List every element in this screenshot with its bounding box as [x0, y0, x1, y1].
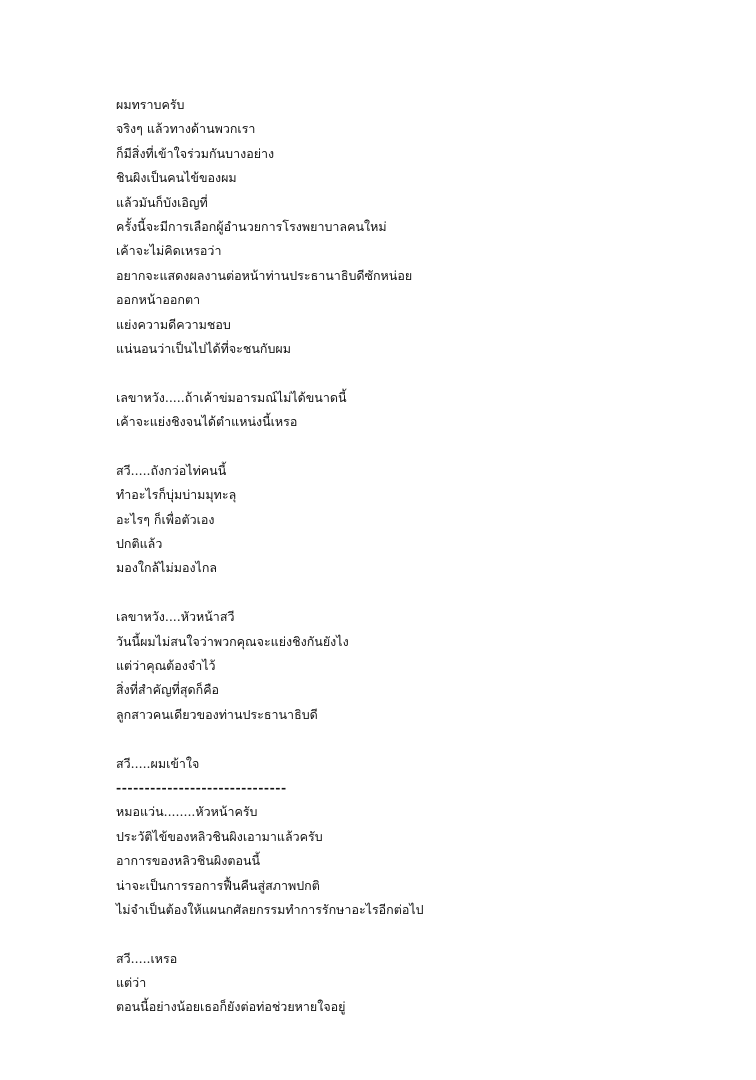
text-line: น่าจะเป็นการรอการฟื้นคืนสู่สภาพปกติ	[116, 877, 320, 893]
text-line: เค้าจะแย่งชิงจนได้ตำแหน่งนี้เหรอ	[116, 414, 298, 430]
text-line: แต่ว่าคุณต้องจำไว้	[116, 657, 216, 673]
text-line: สวี.....เหรอ	[116, 950, 178, 966]
text-line: ประวัติไข้ของหลิวชินผิงเอามาแล้วครับ	[116, 828, 323, 844]
text-line: ออกหน้าออกตา	[116, 292, 201, 308]
paragraph-gap	[116, 922, 716, 946]
paragraph	[116, 93, 716, 361]
text-line: แย่งความดีความชอบ	[116, 316, 231, 332]
text-line: เลขาหวัง.....ถ้าเค้าข่มอารมณ์ไม่ได้ขนาดนี้	[116, 389, 347, 405]
text-line: ไม่จำเป็นต้องให้แผนกศัลยกรรมทำการรักษาอะไรอีกต่อไป	[116, 901, 424, 917]
paragraph-gap	[116, 727, 716, 751]
text-line: ผมทราบครับ	[116, 97, 185, 112]
text-line: จริงๆ แล้วทางด้านพวกเรา	[116, 121, 256, 137]
paragraph	[116, 605, 716, 727]
scene-divider: ------------------------------	[116, 779, 287, 795]
paragraph	[116, 459, 716, 581]
paragraph	[116, 800, 716, 922]
text-line: วันนี้ผมไม่สนใจว่าพวกคุณจะแย่งชิงกันยังไง	[116, 633, 349, 649]
text-line: สิ่งที่สำคัญที่สุดก็คือ	[116, 682, 220, 698]
text-line: สวี.....ถังกว่อไท่คนนี้	[116, 462, 227, 478]
text-line: ปกติแล้ว	[116, 536, 163, 552]
text-line: แน่นอนว่าเป็นไปได้ที่จะชนกับผม	[116, 340, 291, 356]
paragraph	[116, 386, 716, 435]
text-line: ทำอะไรก็บุ่มบ่ามมุทะลุ	[116, 487, 237, 503]
text-line: ครั้งนี้จะมีการเลือกผู้อำนวยการโรงพยาบาลคนใหม่	[116, 218, 387, 234]
text-line: แล้วมันก็บังเอิญที่	[116, 194, 208, 210]
text-line: แต่ว่า	[116, 975, 147, 991]
text-line: อยากจะแสดงผลงานต่อหน้าท่านประธานาธิบดีซักหน่อย	[116, 267, 413, 283]
text-line: ก็มีสิ่งที่เข้าใจร่วมกันบางอย่าง	[116, 145, 275, 161]
text-line: อาการของหลิวชินผิงตอนนี้	[116, 853, 261, 869]
paragraph-gap	[116, 361, 716, 385]
paragraph	[116, 947, 716, 1020]
paragraph-gap	[116, 434, 716, 458]
text-line: ลูกสาวคนเดียวของท่านประธานาธิบดี	[116, 706, 318, 722]
text-line: เค้าจะไม่คิดเหรอว่า	[116, 243, 222, 259]
text-line: อะไรๆ ก็เพื่อตัวเอง	[116, 511, 215, 527]
text-line: สวี.....ผมเข้าใจ	[116, 755, 200, 771]
text-line: ตอนนี้อย่างน้อยเธอก็ยังต่อท่อช่วยหายใจอยู่	[116, 999, 346, 1015]
paragraph	[116, 752, 716, 801]
text-line: หมอแว่น........หัวหน้าครับ	[116, 804, 258, 820]
text-line: เลขาหวัง....หัวหน้าสวี	[116, 609, 235, 625]
script-text	[116, 93, 716, 1020]
paragraph-gap	[116, 581, 716, 605]
text-line: มองใกล้ไม่มองไกล	[116, 560, 218, 576]
text-line: ชินผิงเป็นคนไข้ของผม	[116, 170, 237, 186]
